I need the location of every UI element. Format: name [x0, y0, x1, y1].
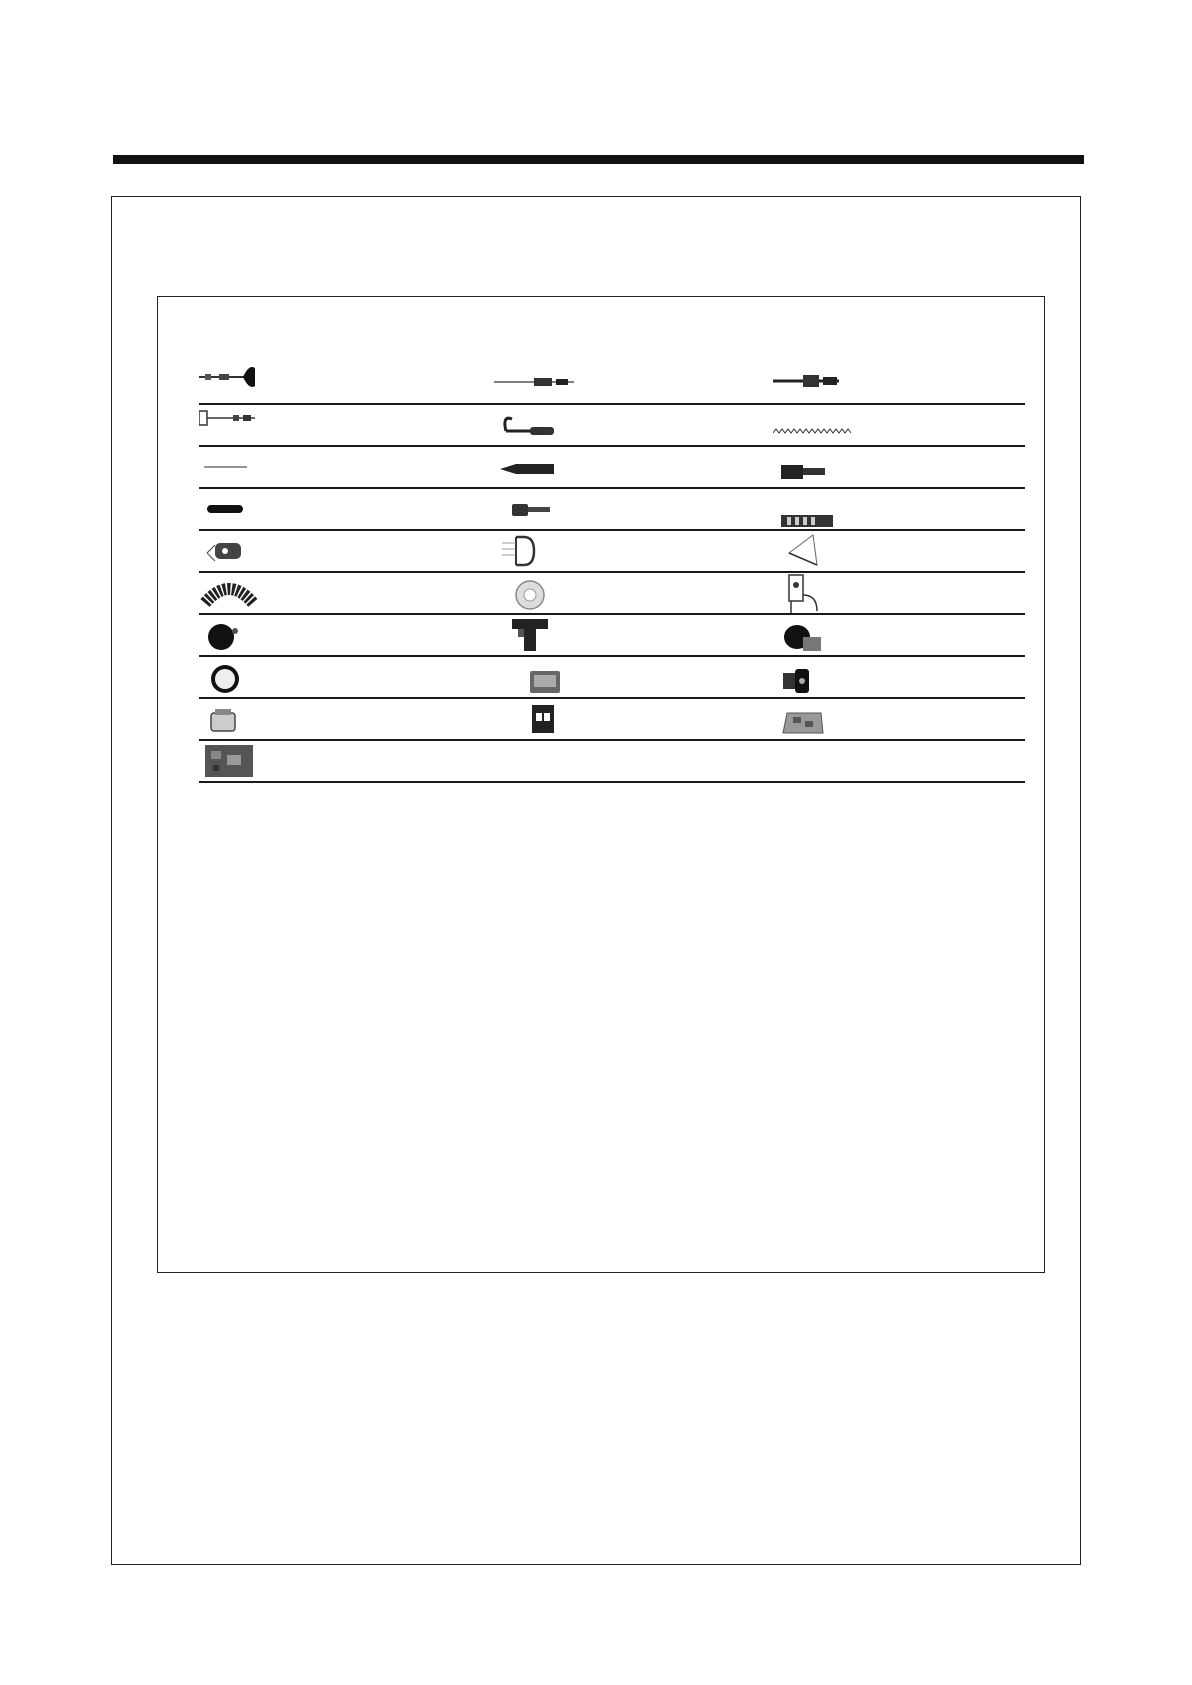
circuit-board-icon [199, 741, 474, 781]
table-row [199, 447, 1025, 489]
caster-wheel-icon [773, 615, 1048, 655]
table-row [199, 699, 1025, 741]
tapered-tip-icon [494, 447, 769, 487]
adapter-stud-icon [494, 489, 769, 529]
table-row [199, 741, 1025, 783]
d-ring-hook-icon [494, 531, 769, 571]
dent-puller-t-handle-icon [199, 405, 474, 445]
table-row [199, 405, 1025, 447]
contactor-icon [494, 699, 769, 739]
spring-wire-icon [773, 405, 1048, 445]
hook-puller-icon [494, 405, 769, 445]
housing-box-icon [494, 657, 769, 697]
grip-handle-icon [199, 489, 474, 529]
round-knob-icon [199, 615, 474, 655]
dent-puller-suction-cup-icon [199, 360, 474, 403]
threaded-adapter-icon [773, 447, 1048, 487]
header-rule [113, 155, 1084, 164]
puller-claw-icon [199, 531, 474, 571]
washer-strip-icon [199, 573, 474, 613]
slide-hammer-thin-icon [494, 360, 769, 403]
pin-rod-icon [199, 447, 474, 487]
table-row [199, 531, 1025, 573]
welding-gun-icon [494, 615, 769, 655]
table-row [199, 657, 1025, 699]
transformer-icon [199, 699, 474, 739]
parts-table [199, 360, 1025, 783]
table-row [199, 615, 1025, 657]
table-row [199, 573, 1025, 615]
coupler-icon [773, 489, 1048, 529]
mounting-plate-icon [773, 699, 1048, 739]
clamp-bracket-icon [773, 573, 1048, 613]
table-row [199, 360, 1025, 405]
table-row [199, 489, 1025, 531]
wire-bundle-icon [773, 531, 1048, 571]
washer-ring-icon [494, 573, 769, 613]
gauge-dial-icon [199, 657, 474, 697]
slide-hammer-heavy-icon [773, 360, 1048, 403]
switch-knob-icon [773, 657, 1048, 697]
